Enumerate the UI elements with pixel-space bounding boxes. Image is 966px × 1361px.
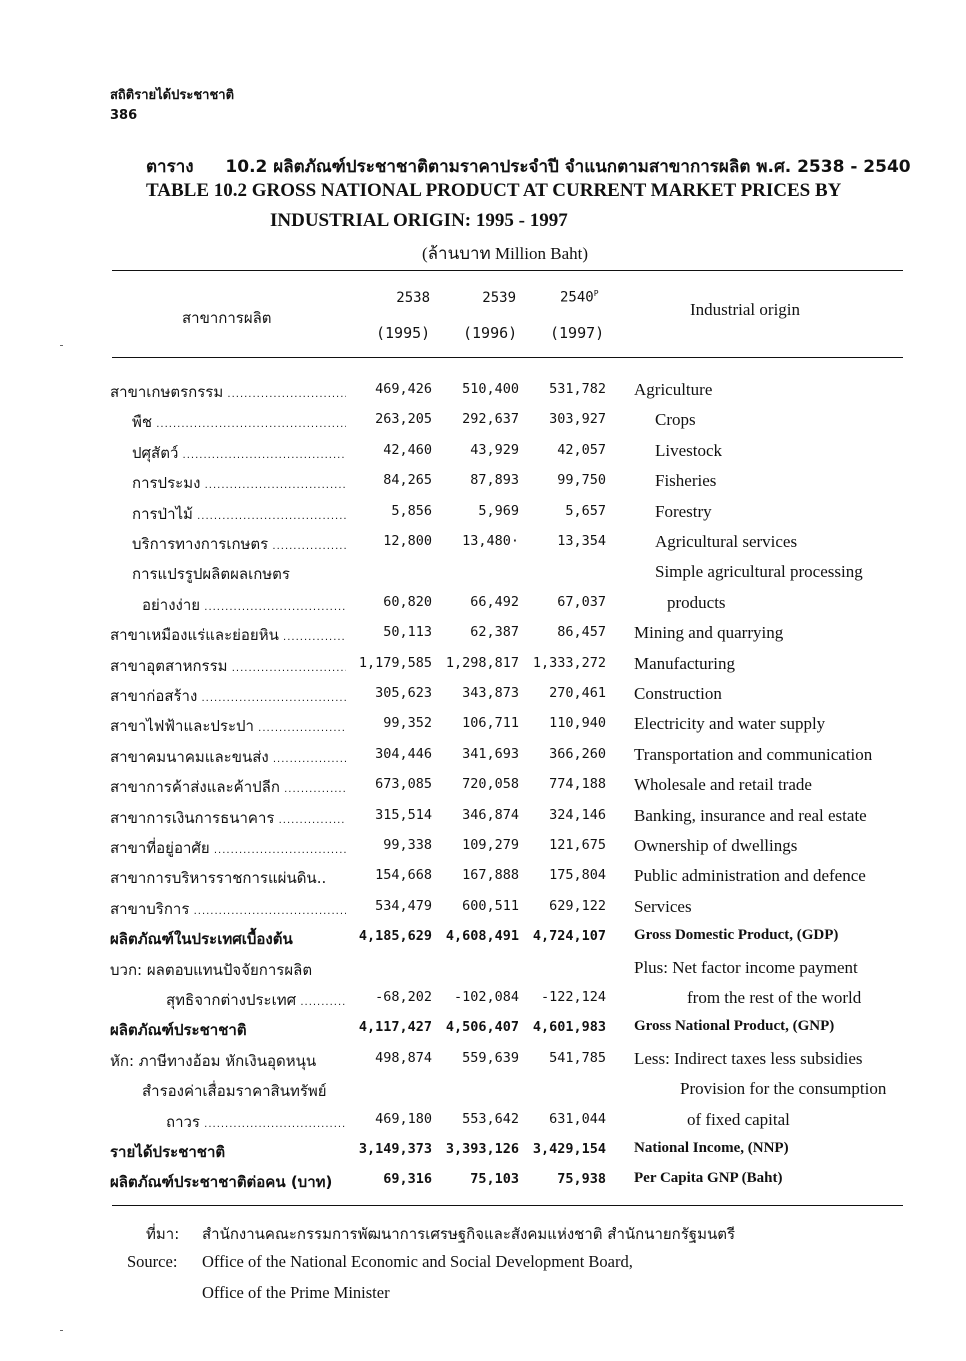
row-value-2539: -102,084 — [453, 989, 519, 1005]
source-english-label: Source: — [127, 1252, 178, 1271]
row-value-2539: 167,888 — [462, 867, 519, 884]
header-english-label: Industrial origin — [690, 300, 801, 319]
row-label-english: Electricity and water supply — [634, 714, 826, 734]
row-value-2538: 4,185,629 — [358, 928, 432, 945]
table-title-english-line2: INDUSTRIAL ORIGIN: 1995 - 1997 — [270, 210, 568, 231]
row-value-2539: 346,874 — [462, 806, 519, 823]
row-value-2538: 12,800 — [383, 533, 432, 549]
row-value-2540: 13,354 — [557, 533, 606, 549]
row-label-thai: สาขาการเงินการธนาคาร ..... — [110, 806, 346, 830]
row-value-2540: -122,124 — [540, 989, 606, 1005]
source-english-line2: Office of the Prime Minister — [202, 1283, 390, 1302]
row-label-thai: สุทธิจากต่างประเทศ ..... — [166, 988, 346, 1012]
table-row — [0, 958, 966, 984]
row-value-2539: 292,637 — [462, 411, 519, 428]
table-row — [0, 714, 966, 740]
header-year-2540-label: 2540 — [560, 289, 594, 306]
row-label-thai: สาขาการบริหารราชการแผ่นดิน.. — [110, 869, 327, 888]
table-row — [0, 562, 966, 588]
table-row — [0, 502, 966, 528]
table-row — [0, 806, 966, 832]
table-row — [0, 1140, 966, 1166]
row-label-english: Plus: Net factor income payment — [634, 957, 858, 977]
header-year-1996: (1996) — [463, 324, 518, 342]
row-value-2539: 1,298,817 — [445, 654, 519, 671]
row-label-english: Simple agricultural processing — [655, 562, 863, 582]
row-label-english: Provision for the consumption — [680, 1079, 887, 1099]
header-year-2538: 2538 — [396, 290, 430, 306]
table-row — [0, 593, 966, 619]
row-value-2540: 541,785 — [549, 1049, 606, 1066]
row-label-english: Less: Indirect taxes less subsidies — [634, 1048, 863, 1068]
row-label-english: Livestock — [655, 440, 723, 460]
unit-label: (ล้านบาท Million Baht) — [421, 244, 589, 263]
row-value-2540: 366,260 — [549, 745, 606, 762]
row-value-2538: 1,179,585 — [358, 654, 432, 671]
row-label-thai: ผลิตภัณฑ์ประชาชาติ — [110, 1021, 247, 1040]
table-row — [0, 380, 966, 406]
row-label-english: Crops — [655, 410, 696, 430]
table-row — [0, 775, 966, 801]
row-value-2540: 629,122 — [549, 897, 606, 914]
row-value-2538: 3,149,373 — [358, 1141, 432, 1157]
row-value-2539: 43,929 — [470, 441, 519, 458]
row-value-2538: 69,316 — [383, 1171, 432, 1188]
row-label-english: Gross National Product, (GNP) — [634, 1018, 835, 1035]
row-value-2539: 5,969 — [478, 502, 519, 519]
page-number: 386 — [110, 108, 138, 123]
row-label-thai: สาขาก่อสร้าง ..... — [110, 684, 346, 708]
row-label-english: of fixed capital — [687, 1109, 790, 1129]
row-label-thai: สาขาบริการ ..... — [110, 897, 346, 921]
row-label-english: products — [667, 592, 726, 612]
table-row — [0, 684, 966, 710]
row-label-thai: บริการทางการเกษตร ..... — [132, 532, 346, 556]
row-label-english: from the rest of the world — [687, 988, 862, 1007]
row-label-thai: สำรองค่าเสื่อมราคาสินทรัพย์ — [142, 1082, 327, 1101]
row-value-2540: 75,938 — [557, 1171, 606, 1188]
header-year-2539: 2539 — [482, 290, 516, 306]
row-value-2538: 469,426 — [375, 381, 432, 397]
row-label-english: Fisheries — [655, 471, 717, 491]
margin-speck — [60, 345, 63, 346]
row-value-2538: 42,460 — [383, 441, 432, 458]
row-value-2540: 303,927 — [549, 411, 606, 428]
table-title-thai-prefix: ตาราง — [146, 157, 194, 177]
table-bottom-rule — [112, 1205, 903, 1206]
table-row — [0, 1018, 966, 1044]
header-year-1997: (1997) — [550, 324, 605, 342]
table-row — [0, 410, 966, 436]
row-value-2539: 62,387 — [470, 624, 519, 641]
row-value-2539: 720,058 — [462, 776, 519, 793]
row-label-english: Services — [634, 896, 692, 916]
row-value-2538: 673,085 — [375, 776, 432, 793]
row-label-thai: พืช ..... — [132, 410, 346, 434]
row-value-2538: 154,668 — [375, 867, 432, 884]
row-label-english: Manufacturing — [634, 653, 736, 673]
row-label-thai: สาขาเหมืองแร่และย่อยหิน ..... — [110, 623, 346, 647]
row-value-2540: 270,461 — [549, 685, 606, 701]
row-value-2540: 531,782 — [549, 381, 606, 397]
row-value-2540: 631,044 — [549, 1110, 606, 1127]
row-label-english: Forestry — [655, 501, 712, 521]
table-row — [0, 927, 966, 953]
row-value-2538: 263,205 — [375, 411, 432, 428]
row-value-2540: 5,657 — [565, 502, 606, 519]
row-value-2539: 343,873 — [462, 685, 519, 701]
row-value-2538: 469,180 — [375, 1110, 432, 1127]
row-label-thai: สาขาคมนาคมและขนส่ง ..... — [110, 745, 346, 769]
row-label-thai: สาขาเกษตรกรรม ..... — [110, 380, 346, 404]
table-row — [0, 745, 966, 771]
table-row — [0, 654, 966, 680]
row-value-2538: 315,514 — [375, 806, 432, 823]
source-english-line1: Office of the National Economic and Social Development Board, — [202, 1252, 633, 1271]
row-label-english: Agricultural services — [655, 532, 798, 551]
row-value-2538: 99,338 — [383, 837, 432, 853]
row-value-2538: 4,117,427 — [358, 1019, 432, 1036]
table-title-thai — [146, 153, 911, 180]
row-label-thai: การประมง ..... — [132, 471, 346, 495]
row-value-2540: 67,037 — [557, 593, 606, 610]
header-year-2540: $2540^P$ — [560, 289, 599, 306]
source-thai-label: ที่มา: — [146, 1225, 180, 1243]
table-row — [0, 532, 966, 558]
row-value-2539: 510,400 — [462, 381, 519, 397]
row-label-thai: ผลิตภัณฑ์ในประเทศเบื้องต้น — [110, 930, 293, 949]
row-label-thai: การป่าไม้ ..... — [132, 502, 346, 526]
table-row — [0, 1079, 966, 1105]
row-value-2540: 110,940 — [549, 715, 606, 732]
row-value-2539: 4,608,491 — [445, 928, 519, 945]
row-value-2538: 5,856 — [391, 502, 432, 519]
table-row — [0, 471, 966, 497]
row-label-english: Ownership of dwellings — [634, 836, 798, 855]
table-row — [0, 623, 966, 649]
row-value-2539: 600,511 — [462, 897, 519, 914]
row-value-2538: -68,202 — [375, 989, 432, 1005]
row-label-english: Transportation and communication — [634, 744, 873, 764]
row-value-2540: 4,601,983 — [532, 1019, 606, 1036]
row-value-2539: 553,642 — [462, 1110, 519, 1127]
row-label-thai: บวก: ผลตอบแทนปัจจัยการผลิต — [110, 960, 313, 979]
row-value-2538: 50,113 — [383, 624, 432, 641]
row-value-2540: 4,724,107 — [532, 928, 606, 945]
row-label-english: Banking, insurance and real estate — [634, 805, 867, 825]
row-value-2539: 66,492 — [470, 593, 519, 610]
row-label-thai: สาขาที่อยู่อาศัย ..... — [110, 836, 346, 860]
row-value-2538: 99,352 — [383, 715, 432, 732]
row-value-2539: 4,506,407 — [445, 1019, 519, 1036]
running-head-title: สถิติรายได้ประชาชาติ — [110, 88, 235, 103]
row-label-thai: รายได้ประชาชาติ — [110, 1143, 226, 1161]
row-value-2538: 304,446 — [375, 745, 432, 762]
row-label-english: Mining and quarrying — [634, 623, 784, 643]
row-value-2540: 99,750 — [557, 472, 606, 489]
row-label-thai: ปศุสัตว์ ..... — [132, 441, 346, 465]
row-value-2539: 109,279 — [462, 837, 519, 853]
row-value-2538: 534,479 — [375, 897, 432, 914]
row-value-2540: 1,333,272 — [532, 654, 606, 671]
row-value-2539: 87,893 — [470, 472, 519, 489]
row-label-thai: หัก: ภาษีทางอ้อม หักเงินอุดหนุน — [110, 1051, 317, 1070]
table-row — [0, 866, 966, 892]
row-value-2538: 84,265 — [383, 472, 432, 489]
row-value-2539: 3,393,126 — [445, 1141, 519, 1157]
row-label-english: Gross Domestic Product, (GDP) — [634, 927, 839, 944]
table-top-rule — [112, 270, 903, 271]
row-value-2540: 121,675 — [549, 837, 606, 853]
table-row — [0, 897, 966, 923]
row-value-2540: 324,146 — [549, 806, 606, 823]
row-value-2540: 86,457 — [557, 624, 606, 641]
row-label-thai: สาขาอุตสาหกรรม ..... — [110, 654, 346, 678]
margin-speck — [60, 1330, 63, 1331]
table-row — [0, 1049, 966, 1075]
header-year-1995: (1995) — [376, 324, 431, 342]
row-value-2538: 498,874 — [375, 1049, 432, 1066]
table-row — [0, 988, 966, 1014]
row-value-2539: 341,693 — [462, 745, 519, 762]
row-label-thai: อย่างง่าย ..... — [142, 593, 346, 617]
row-label-thai: สาขาการค้าส่งและค้าปลีก ..... — [110, 775, 346, 799]
row-value-2539: 559,639 — [462, 1049, 519, 1066]
row-value-2539: 13,480· — [462, 533, 519, 549]
row-value-2539: 106,711 — [462, 715, 519, 732]
row-value-2540: 42,057 — [557, 441, 606, 458]
table-title-english-line1: TABLE 10.2 GROSS NATIONAL PRODUCT AT CURRENT MARKET PRICES BY — [146, 180, 842, 201]
row-label-thai: ผลิตภัณฑ์ประชาชาติต่อคน (บาท) — [110, 1173, 333, 1192]
row-label-english: National Income, (NNP) — [634, 1140, 789, 1156]
row-value-2538: 305,623 — [375, 685, 432, 701]
row-label-english: Construction — [634, 684, 722, 703]
row-label-english: Agriculture — [634, 380, 713, 399]
table-title-thai-text: 10.2 ผลิตภัณฑ์ประชาชาติตามราคาประจำปี จำแนกตามสาขาการผลิต พ.ศ. 2538 - 2540 — [225, 157, 911, 177]
row-label-thai: การแปรรูปผลิตผลเกษตร — [132, 565, 290, 584]
row-label-thai: สาขาไฟฟ้าและประปา ..... — [110, 714, 346, 738]
table-row — [0, 1110, 966, 1136]
table-row — [0, 1170, 966, 1196]
row-label-thai: ถาวร ..... — [166, 1110, 346, 1134]
header-bottom-rule — [112, 357, 903, 358]
row-label-english: Per Capita GNP (Baht) — [634, 1170, 783, 1187]
row-value-2540: 175,804 — [549, 867, 606, 884]
row-label-english: Public administration and defence — [634, 866, 866, 886]
row-value-2539: 75,103 — [470, 1171, 519, 1188]
header-thai-label: สาขาการผลิต — [182, 309, 272, 327]
row-value-2540: 3,429,154 — [532, 1141, 606, 1157]
table-row — [0, 836, 966, 862]
row-value-2540: 774,188 — [549, 776, 606, 793]
source-thai-text: สำนักงานคณะกรรมการพัฒนาการเศรษฐกิจและสังคมแห่งชาติ สำนักนายกรัฐมนตรี — [202, 1225, 736, 1243]
table-row — [0, 441, 966, 467]
row-label-english: Wholesale and retail trade — [634, 775, 812, 795]
row-value-2538: 60,820 — [383, 593, 432, 610]
